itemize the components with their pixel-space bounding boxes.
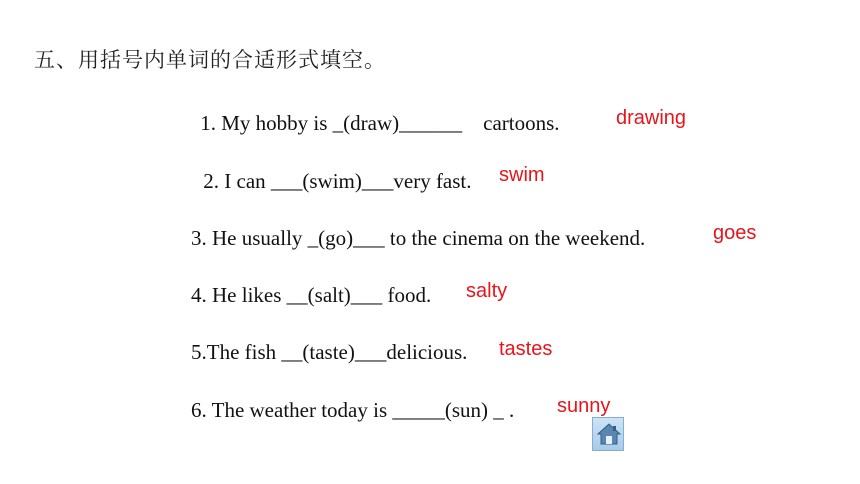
exercise-heading: 五、用括号内单词的合适形式填空。	[34, 48, 386, 72]
exercise-1-answer: drawing	[616, 107, 687, 129]
exercise-3-answer: goes	[713, 222, 757, 244]
home-icon	[596, 421, 622, 447]
exercise-5-answer: tastes	[499, 338, 553, 360]
exercise-5-text: 5.The fish __(taste)___delicious.	[191, 340, 468, 364]
exercise-2-answer: swim	[499, 164, 545, 186]
exercise-3-text: 3. He usually _(go)___ to the cinema on the weekend.	[191, 226, 646, 250]
exercise-2-text: 2. I can ___(swim)___very fast.	[198, 169, 472, 193]
exercise-4-answer: salty	[466, 280, 508, 302]
exercise-6-text: 6. The weather today is _____(sun) _ .	[191, 398, 515, 422]
home-button[interactable]	[592, 417, 624, 451]
exercise-6-answer: sunny	[557, 395, 611, 417]
exercise-1-text: 1. My hobby is _(draw)______ cartoons.	[195, 111, 560, 135]
exercise-4-text: 4. He likes __(salt)___ food.	[191, 283, 432, 307]
